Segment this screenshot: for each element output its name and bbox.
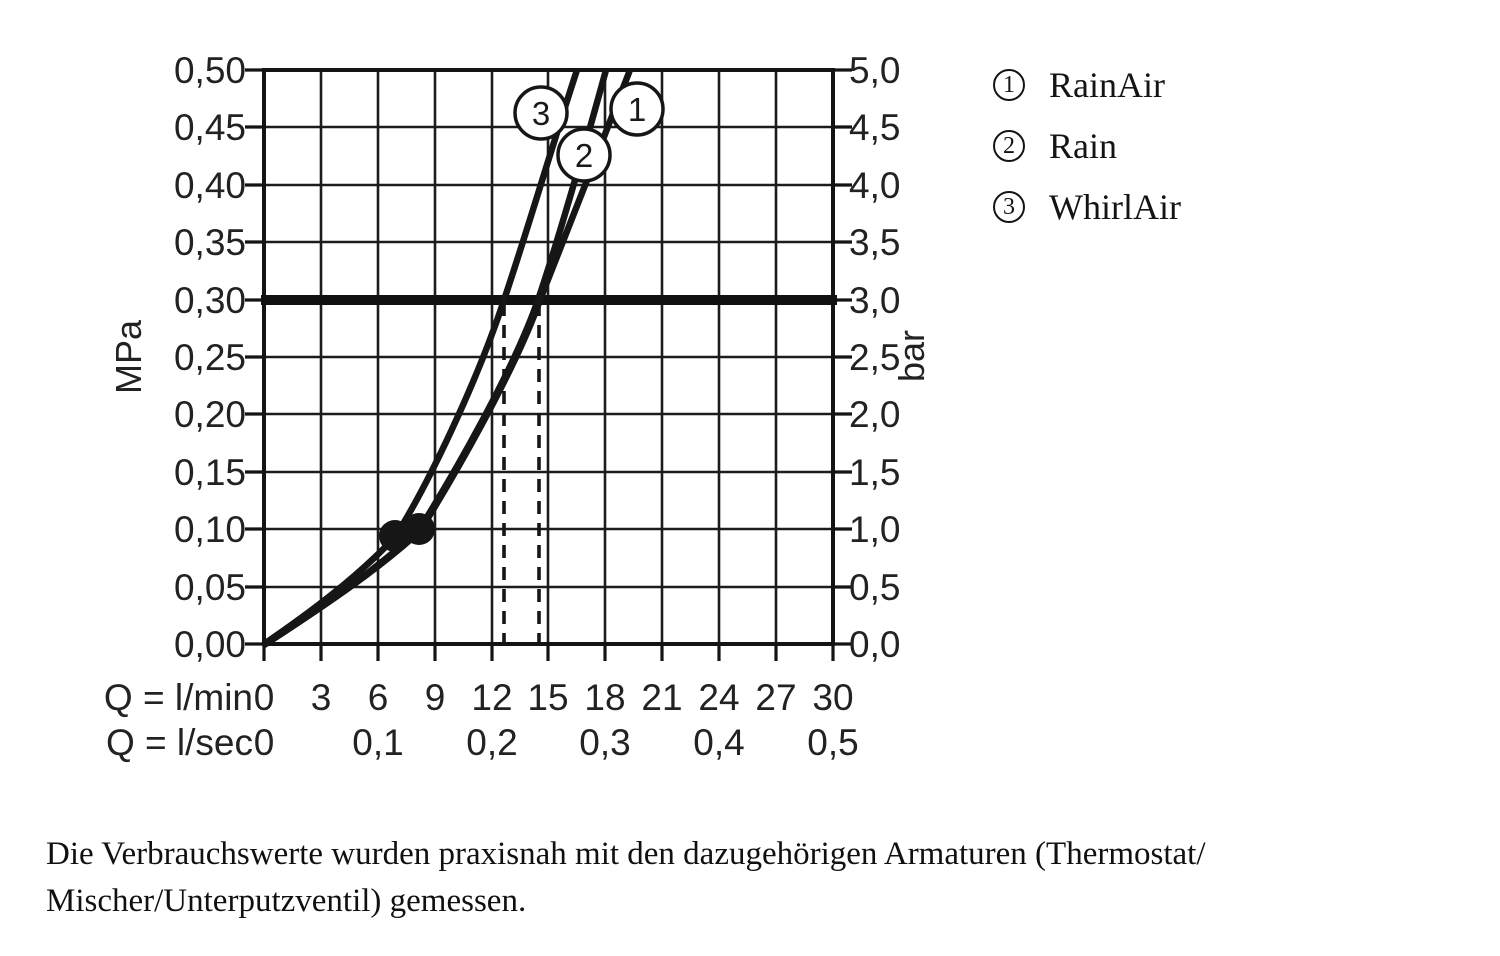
y-left-tick: 0,00 [173, 624, 246, 665]
x-tick-lmin: 9 [424, 677, 446, 718]
legend-item-whirlair [993, 188, 1181, 226]
x-tick-lmin: 21 [641, 677, 683, 718]
x-tick-lmin: 6 [367, 677, 389, 718]
y-left-tick: 0,30 [173, 280, 246, 321]
y-right-tick: 4,5 [849, 107, 901, 148]
footnote-line-1: Die Verbrauchswerte wurden praxisnah mit den dazugehörigen Armaturen (Thermostat/ [46, 836, 1206, 872]
legend-marker-1: 1 [993, 69, 1025, 101]
x-tick-lsec: 0,5 [807, 722, 859, 763]
x-tick-lsec: 0,1 [352, 722, 404, 763]
y-right-tick: 4,0 [849, 165, 901, 206]
x-tick-lmin: 30 [812, 677, 854, 718]
flow-dot-rain [403, 513, 435, 545]
y-right-tick: 1,5 [849, 452, 901, 493]
y-left-tick: 0,50 [173, 50, 246, 91]
curve-marker-1 [611, 83, 663, 135]
x-tick-lsec: 0,4 [693, 722, 745, 763]
x-axis-lmin-label: Q = l/min [103, 677, 253, 718]
x-tick-lmin: 24 [698, 677, 740, 718]
x-tick-lmin: 18 [584, 677, 626, 718]
y-right-unit-label: bar [891, 329, 932, 383]
y-right-tick: 1,0 [849, 509, 901, 550]
y-left-tick: 0,15 [173, 452, 246, 493]
y-left-unit-label: MPa [108, 319, 149, 395]
x-tick-lmin: 0 [253, 677, 275, 718]
curve-marker-3 [515, 87, 567, 139]
curve-marker-2 [558, 129, 610, 181]
y-left-tick: 0,25 [173, 337, 246, 378]
legend-label-whirlair: WhirlAir [1049, 187, 1181, 227]
y-left-tick: 0,40 [173, 165, 246, 206]
legend-marker-2: 2 [993, 130, 1025, 162]
y-left-tick: 0,20 [173, 394, 246, 435]
y-right-tick: 3,0 [849, 280, 901, 321]
y-right-tick: 5,0 [849, 50, 901, 91]
x-tick-lsec: 0,3 [579, 722, 631, 763]
y-left-tick: 0,10 [173, 509, 246, 550]
legend-label-rain: Rain [1049, 126, 1117, 166]
x-tick-lmin: 27 [755, 677, 797, 718]
x-tick-lsec: 0,2 [466, 722, 518, 763]
footnote-line-2: Mischer/Unterputzventil) gemessen. [46, 883, 527, 919]
legend-item-rainair [993, 66, 1181, 104]
legend-label-rainair: RainAir [1049, 65, 1165, 105]
y-right-tick: 0,5 [849, 567, 901, 608]
legend-item-rain [993, 127, 1181, 165]
y-right-tick: 3,5 [849, 222, 901, 263]
footnote [46, 831, 1446, 925]
x-axis-lsec-label: Q = l/sec [105, 722, 253, 763]
legend [993, 66, 1181, 226]
x-tick-lsec: 0 [253, 722, 275, 763]
y-left-tick: 0,45 [173, 107, 246, 148]
curve-marker-1-label: 1 [627, 91, 647, 128]
y-right-tick: 0,0 [849, 624, 901, 665]
y-right-tick: 2,5 [849, 337, 901, 378]
y-left-tick: 0,35 [173, 222, 246, 263]
x-tick-lmin: 3 [310, 677, 332, 718]
x-tick-lmin: 15 [527, 677, 569, 718]
x-tick-lmin: 12 [471, 677, 513, 718]
curve-marker-2-label: 2 [574, 137, 594, 174]
legend-marker-3: 3 [993, 191, 1025, 223]
y-left-tick: 0,05 [173, 567, 246, 608]
curve-marker-3-label: 3 [531, 95, 551, 132]
y-right-tick: 2,0 [849, 394, 901, 435]
